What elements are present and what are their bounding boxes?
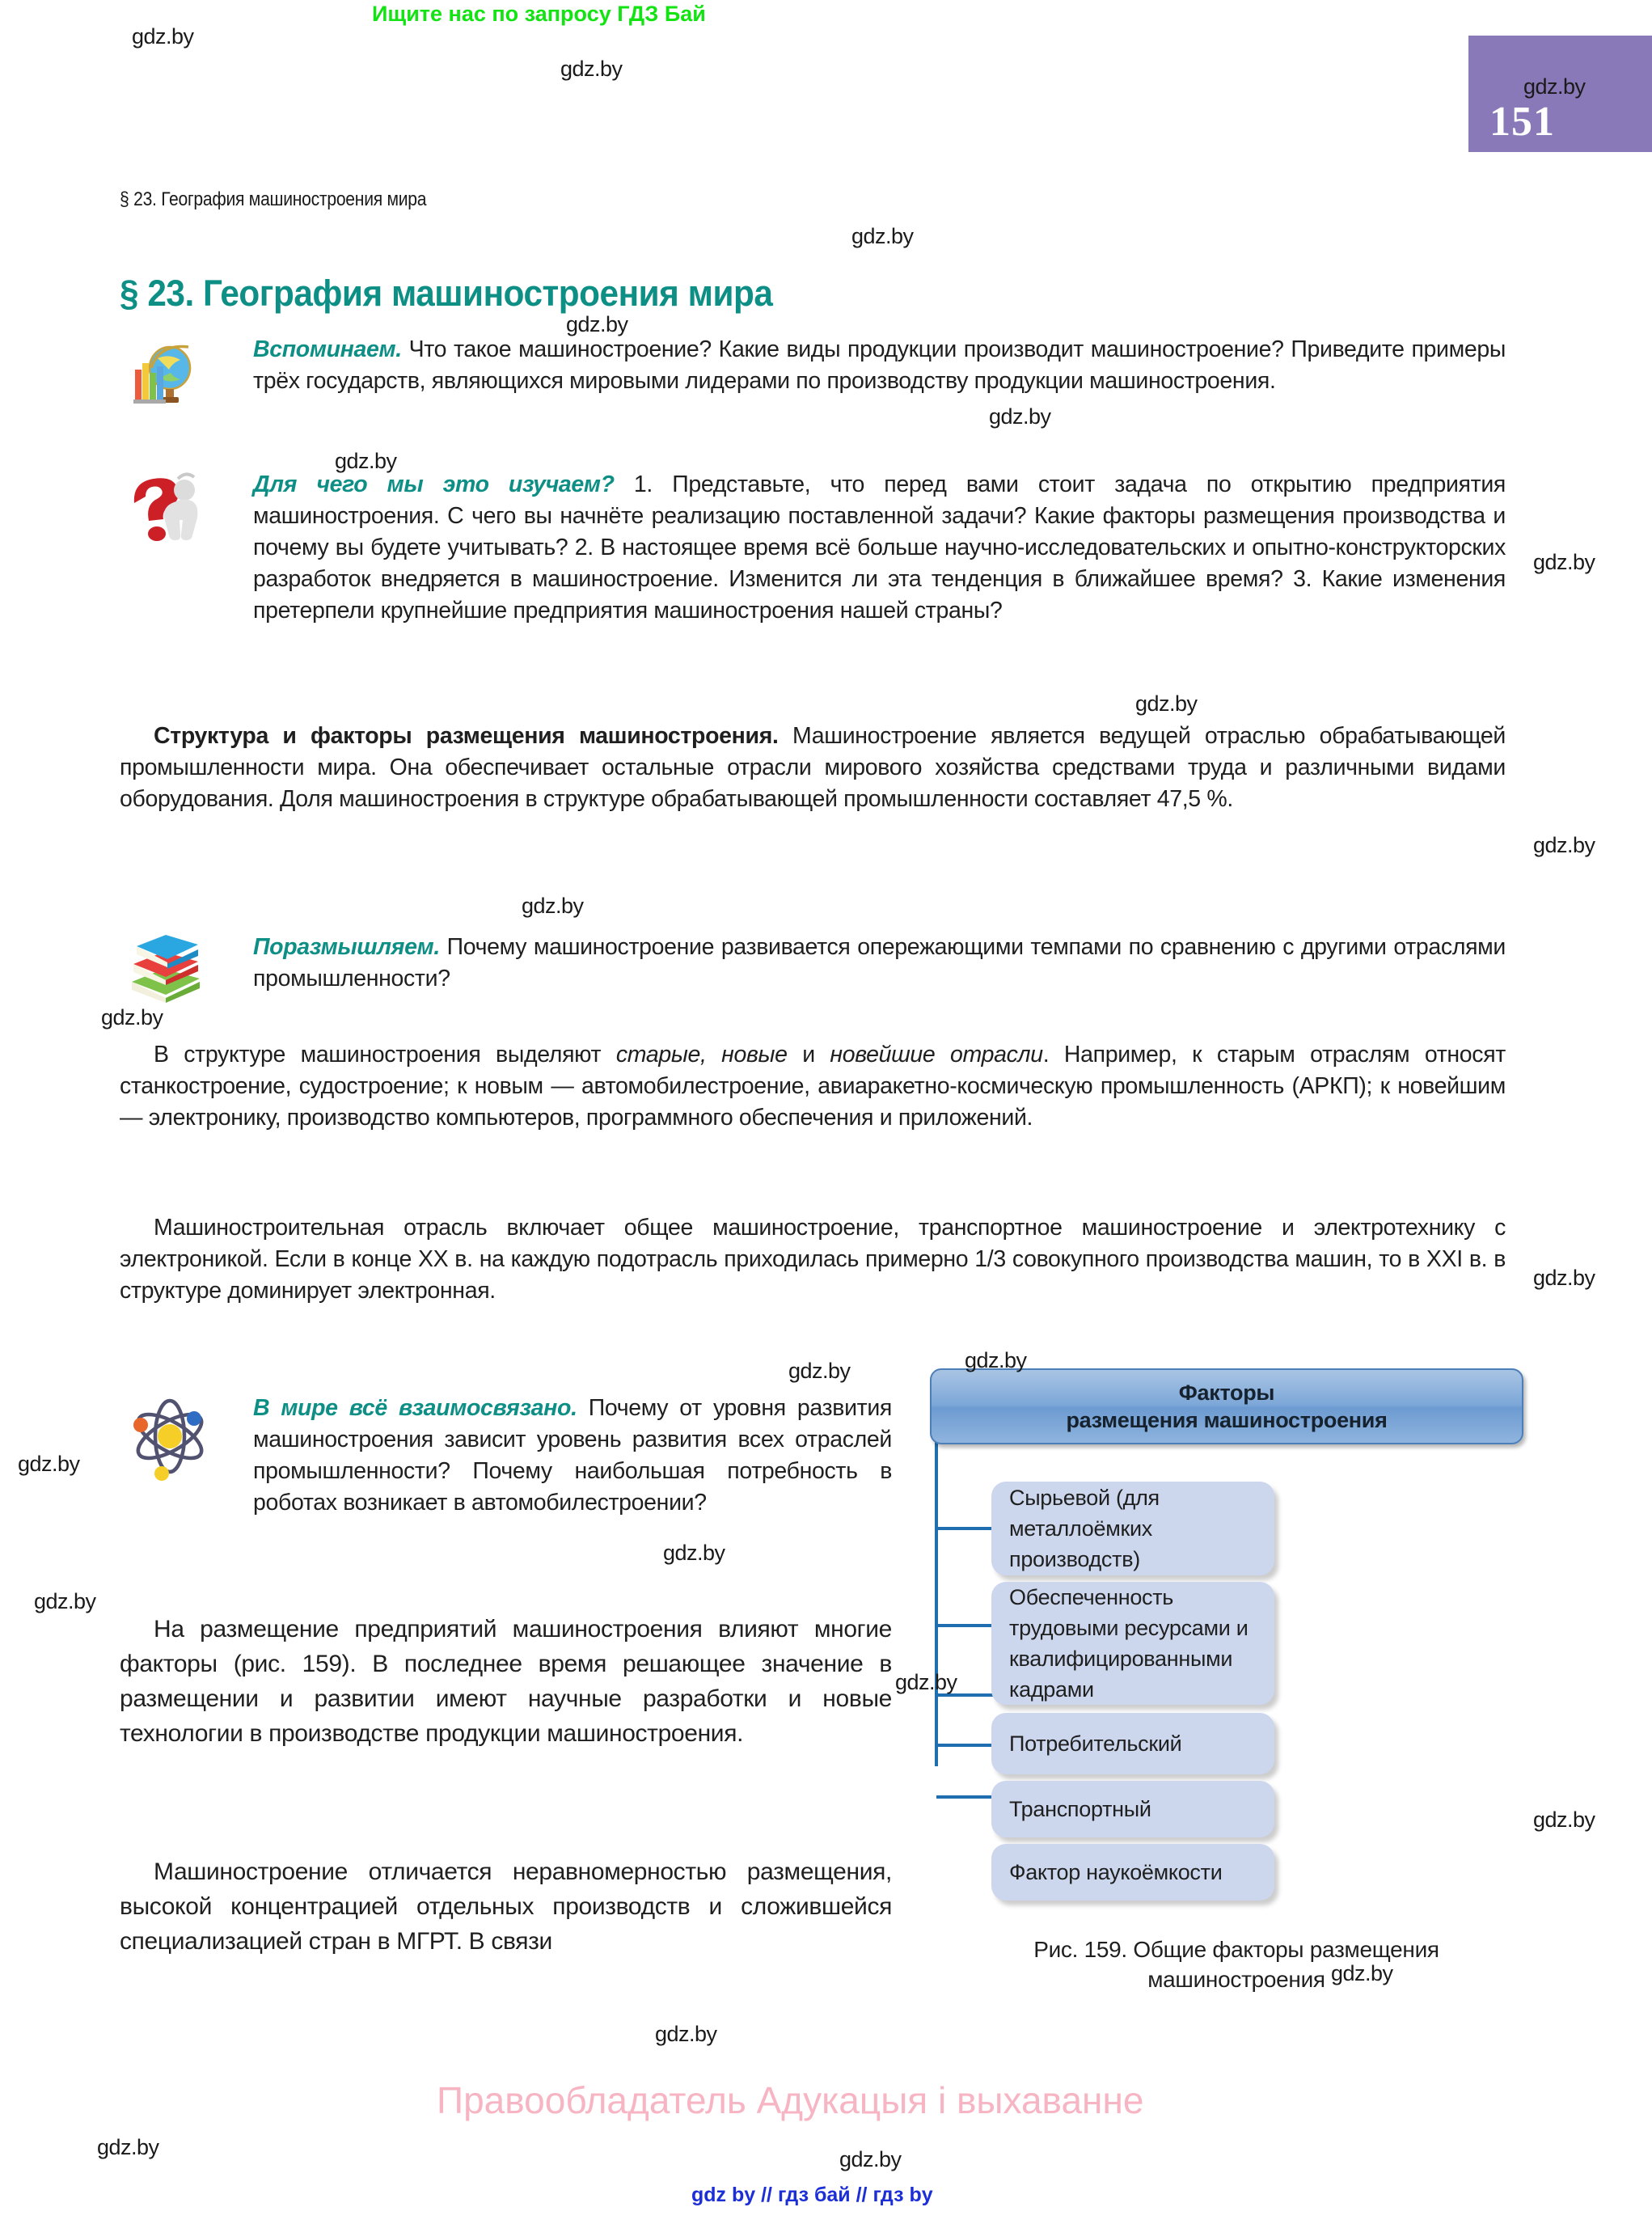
page-title: § 23. География машиностроения мира [120,273,773,314]
branches-italic-2: новейшие отрасли [830,1042,1043,1068]
structure-heading: Структура и факторы размещения машиностроения. [154,723,779,749]
ponder-lead: Поразмышляем. [253,934,440,960]
watermark-label: gdz.by [566,312,628,336]
factors-text: На размещение предприятий машиностроения влияют многие факторы (рис. 159). В последнее время решающее значение в размещении и развитии имеют научные разработки и новые технологии в производстве продукции машиностроения. [120,1616,892,1747]
watermark-label: gdz.by [663,1541,725,1565]
recall-text: Что такое машиностроение? Какие виды продукции производит машиностроение? Приведите примеры трёх государств, являющихся мировыми лидерами по производству продукции машиностроения. [253,336,1506,394]
diagram-item-raw-materials: Сырьевой (для металлоёмких производств) [991,1482,1274,1575]
branches-part3: . Например, к старым отраслям относят станкостроение, судостроение; к новым — автомобилестроение, авиаракетно-космическую промышленность (АРКП); к новейшим — электронику, производство компьютеров, программного обеспечения и приложений. [120,1042,1506,1131]
recall-block [253,334,1506,397]
watermark-label: gdz.by [1533,1266,1595,1290]
watermark-top-banner: Ищите нас по запросу ГДЗ Бай [372,2,706,26]
composition-text: Машиностроительная отрасль включает общее машиностроение, транспортное машиностроение и электротехнику с электроникой. Если в конце XX в. на каждую подотрасль приходилась примерно 1/3 совокупного производства машин, то в XXI в. в структуре доминирует электронная. [120,1215,1506,1304]
why-study-text: 1. Представьте, что перед вами стоит задача по открытию предприятия машиностроения. С чего вы начнёте реализацию поставленной задачи? Какие факторы размещения производства и почему вы будете учитывать? 2. В настоящее время всё больше научно-исследовательских и опытно-конструкторских разработок внедряется в машиностроение. Изменится ли эта тенденция в ближайшее время? 3. Какие изменения претерпели крупнейшие предприятия машиностроения нашей страны? [253,471,1506,624]
figure-caption [920,1934,1553,1994]
watermark-label: gdz.by [1533,550,1595,574]
recall-lead: Вспоминаем. [253,336,402,362]
structure-text: Машиностроение является ведущей отраслью обрабатывающей промышленности мира. Она обеспечивает остальные отрасли мирового хозяйства средствами труда и различными видами оборудования. Доля машиностроения в структуре обрабатывающей промышленности составляет 47,5 %. [120,723,1506,812]
watermark-label: gdz.by [851,224,914,248]
question-mark-figure-icon [123,467,210,550]
branches-italic-1: старые, новые [615,1042,788,1068]
watermark-label: gdz.by [1533,1808,1595,1832]
watermark-label: gdz.by [895,1670,957,1694]
branches-part1: В структуре машиностроения выделяют [154,1042,616,1068]
figure-caption-line2: машиностроения [1147,1967,1325,1992]
diagram-header-text [1066,1379,1387,1434]
watermark-label: gdz.by [132,24,194,49]
diagram-header-line2: размещения машиностроения [1066,1408,1388,1432]
watermark-label: gdz.by [97,2135,159,2159]
diagram-header-box [930,1368,1523,1444]
watermark-label: gdz.by [1331,1961,1393,1985]
watermark-label: gdz.by [560,57,623,81]
uneven-paragraph [120,1854,892,1959]
uneven-text: Машиностроение отличается неравномерностью размещения, высокой концентрацией отдельных производств и сложившейся специализацией стран в МГРТ. В связи [120,1858,892,1955]
watermark-label: gdz.by [18,1452,80,1476]
structure-paragraph [120,721,1506,815]
watermark-label: gdz.by [989,404,1051,429]
diagram-item-science: Фактор наукоёмкости [991,1844,1274,1901]
diagram-item-labour: Обеспеченность трудовыми ресурсами и квалифицированными кадрами [991,1582,1274,1705]
watermark-label: gdz.by [1523,74,1586,99]
watermark-label: gdz.by [1135,691,1198,716]
diagram-item-transport: Транспортный [991,1781,1274,1837]
branches-part2: и [787,1042,830,1068]
watermark-label: gdz.by [965,1348,1027,1372]
page-number-badge [1468,36,1652,152]
diagram-item-consumer: Потребительский [991,1713,1274,1774]
factors-paragraph [120,1612,892,1751]
watermark-label: gdz.by [101,1005,163,1030]
ponder-text: Почему машиностроение развивается опережающими темпами по сравнению с другими отраслями промышленности? [253,934,1506,991]
why-study-lead: Для чего мы это изучаем? [253,471,615,497]
watermark-copyright: Правообладатель Адукацыя і выхаванне [437,2079,1144,2121]
atom-icon [123,1389,217,1483]
why-study-block-head [253,469,1506,627]
watermark-label: gdz.by [655,2022,717,2046]
diagram-header-line1: Факторы [1178,1380,1275,1405]
figure-caption-line1: Рис. 159. Общие факторы размещения [1033,1937,1439,1962]
branches-paragraph [120,1039,1506,1134]
interconnected-block [253,1393,892,1519]
footer-links[interactable]: gdz by // гдз бай // гдз by [691,2184,933,2206]
interconnected-lead: В мире всё взаимосвязано. [253,1395,577,1421]
watermark-label: gdz.by [1533,833,1595,857]
running-head: § 23. География машиностроения мира [120,188,427,210]
watermark-label: gdz.by [34,1589,96,1613]
ponder-block [253,932,1506,995]
interconnected-text: Почему от уровня развития машиностроения зависит уровень развития всех отраслей промышленности? Почему наибольшая потребность в роботах возникает в автомобилестроении? [253,1395,892,1516]
watermark-label: gdz.by [522,894,584,918]
watermark-label: gdz.by [788,1359,851,1383]
globe-books-icon [125,336,200,410]
watermark-label: gdz.by [839,2147,902,2171]
stack-of-books-icon [125,932,206,1004]
composition-paragraph [120,1212,1506,1307]
page-number: 151 [1489,99,1555,145]
watermark-label: gdz.by [335,449,397,473]
